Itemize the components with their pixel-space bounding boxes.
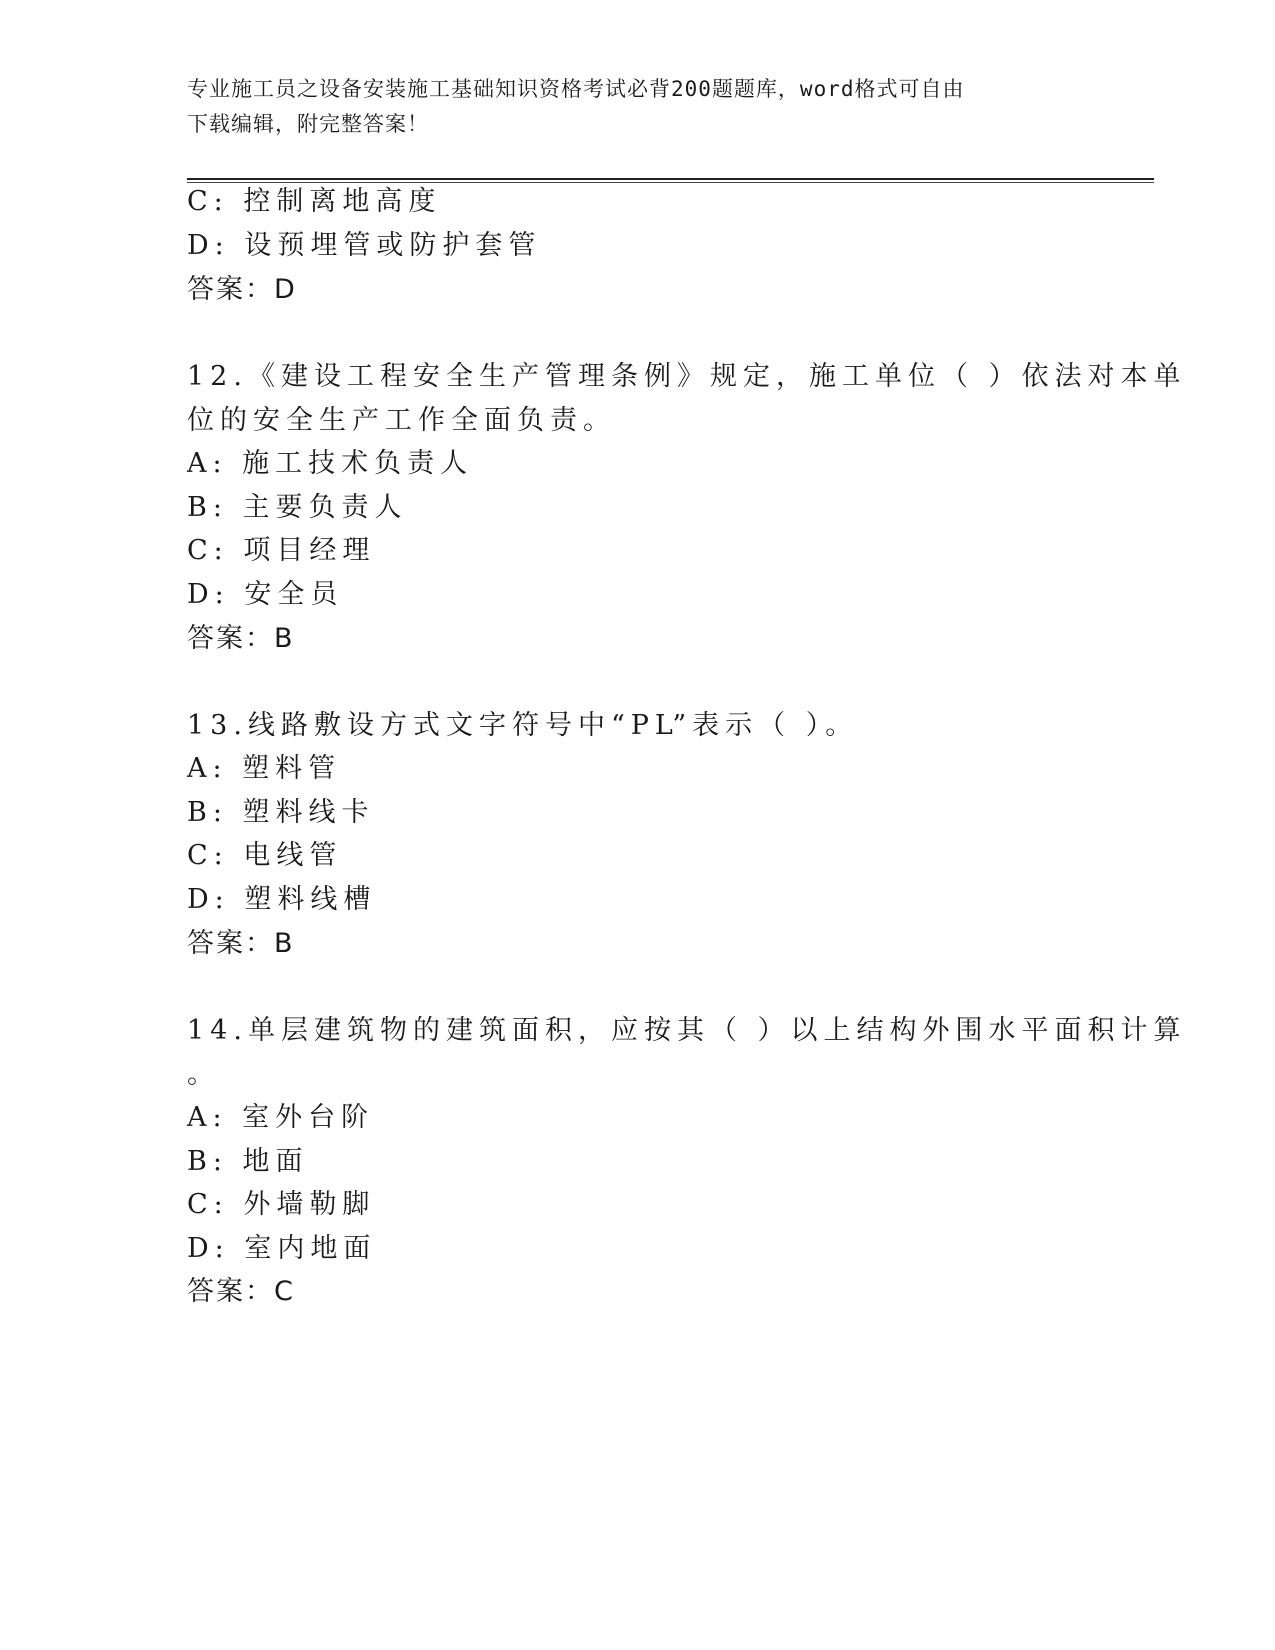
q12-option-a: A: 施工技术负责人 (187, 448, 474, 479)
q14-option-a: A: 室外台阶 (187, 1102, 375, 1133)
q12-option-d: D: 安全员 (187, 579, 344, 610)
header-divider-thick (187, 178, 1154, 180)
q12-option-c: C: 项目经理 (187, 535, 376, 566)
q14-option-d: D: 室内地面 (187, 1233, 377, 1264)
header-line-1: 专业施工员之设备安装施工基础知识资格考试必背200题题库，word格式可自由 (187, 77, 965, 101)
q12-stem-line-1: 12.《建设工程安全生产管理条例》规定，施工单位（ ）依法对本单 (187, 361, 1187, 392)
q12-answer: 答案：B (187, 623, 295, 654)
header-line-2: 下载编辑，附完整答案！ (187, 112, 429, 136)
q12-stem-line-2: 位的安全生产工作全面负责。 (187, 405, 616, 436)
document-header (187, 72, 1067, 142)
q11-option-c: C: 控制离地高度 (187, 186, 442, 217)
q11-option-d: D: 设预埋管或防护套管 (187, 230, 542, 261)
q14-option-b: B: 地面 (187, 1146, 309, 1177)
q13-option-b: B: 塑料线卡 (187, 797, 375, 828)
q13-option-a: A: 塑料管 (187, 753, 342, 784)
q13-option-d: D: 塑料线槽 (187, 884, 377, 915)
q12-option-b: B: 主要负责人 (187, 492, 408, 523)
q14-answer: 答案：C (187, 1276, 295, 1307)
q13-stem-line-1: 13.线路敷设方式文字符号中“PL”表示（ ）。 (187, 710, 859, 741)
q14-stem-line-2: 。 (187, 1059, 220, 1090)
q13-answer: 答案：B (187, 928, 295, 959)
q14-option-c: C: 外墙勒脚 (187, 1189, 376, 1220)
header-divider-thin (187, 182, 1154, 183)
q14-stem-line-1: 14.单层建筑物的建筑面积，应按其（ ）以上结构外围水平面积计算 (187, 1015, 1187, 1046)
q13-option-c: C: 电线管 (187, 840, 343, 871)
q11-answer: 答案：D (187, 274, 297, 305)
